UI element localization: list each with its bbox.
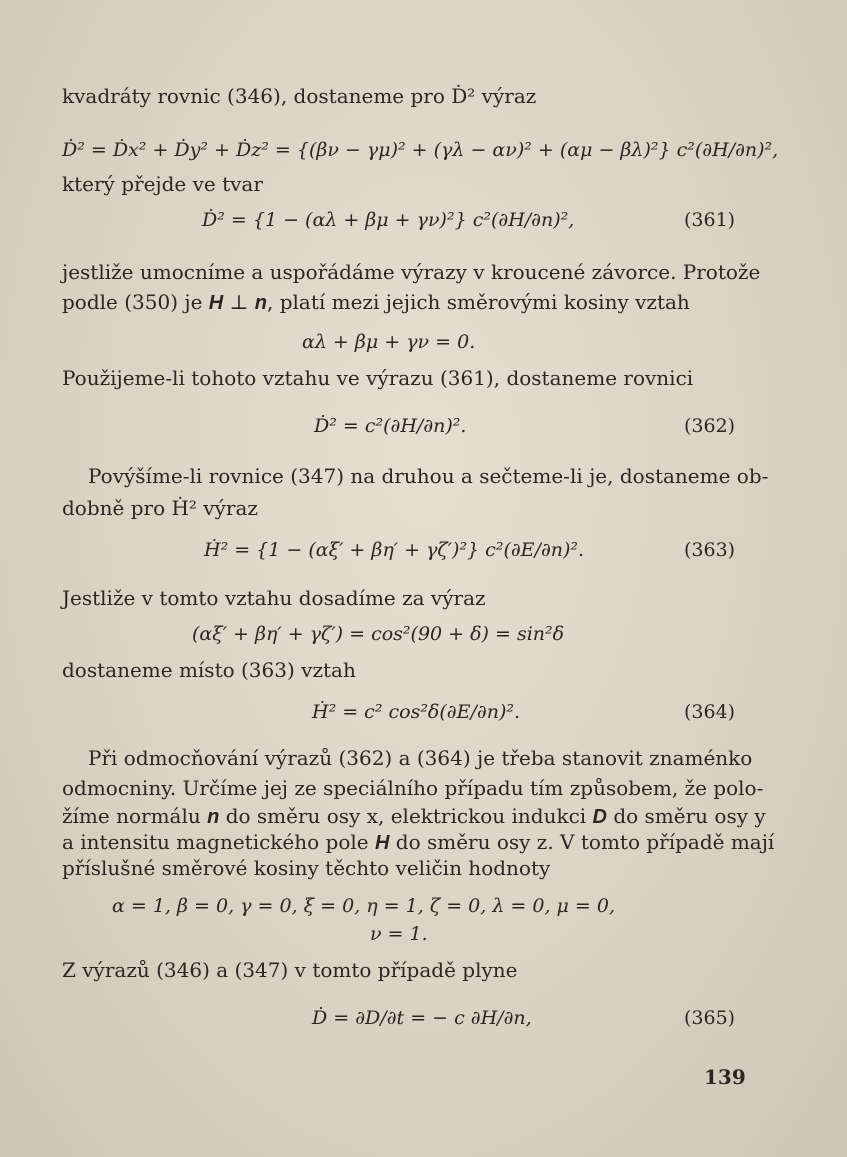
equation-361: Ḋ² = {1 − (αλ + βμ + γν)²} c²(∂H/∂n)², [202,209,575,231]
text-fragment: a intensitu magnetického pole [62,830,369,854]
equation-365: Ḋ = ∂D/∂t = − c ∂H/∂n, [312,1007,532,1029]
paragraph-line: dobně pro Ḣ² výraz [62,496,258,520]
equation-cosine-values-cont: ν = 1. [370,923,428,945]
equation-cosine-values: α = 1, β = 0, γ = 0, ξ = 0, η = 1, ζ = 0, λ = 0, μ = 0, [112,895,615,917]
equation-362: Ḋ² = c²(∂H/∂n)². [314,415,467,437]
paragraph-line: Použijeme-li tohoto vztahu ve výrazu (361), dostaneme rovnici [62,366,694,390]
paragraph-line: Při odmocňování výrazů (362) a (364) je třeba stanovit znaménko [88,746,753,770]
equation-363: Ḣ² = {1 − (αξ′ + βη′ + γζ′)²} c²(∂E/∂n)². [204,539,585,561]
perpendicular-symbol: ⊥ [223,290,255,314]
paragraph-line: Z výrazů (346) a (347) v tomto případě plyne [62,958,518,982]
text-fragment: , platí mezi jejich směrovými kosiny vztah [266,290,690,314]
vector-symbol-h: H [208,292,224,314]
text-fragment: podle (350) je [62,290,203,314]
equation-number-364: (364) [684,701,736,723]
equation-d-squared-components: Ḋ² = Ḋx² + Ḋy² + Ḋz² = {(βν − γμ)² + (γλ − αν)² + (αμ − βλ)²} c²(∂H/∂n)², [62,139,779,161]
vector-symbol-d: D [592,806,607,828]
paragraph-line: jestliže umocníme a uspořádáme výrazy v kroucené závorce. Protože [62,260,761,284]
equation-cosine-substitution: (αξ′ + βη′ + γζ′) = cos²(90 + δ) = sin²δ [192,623,565,645]
paragraph-line: dostaneme místo (363) vztah [62,658,356,682]
paragraph-line [62,804,766,829]
paragraph-line [62,830,774,855]
paragraph-line: Povýšíme-li rovnice (347) na druhou a sečteme-li je, dostaneme ob- [88,464,769,488]
equation-number-365: (365) [684,1007,736,1029]
equation-number-362: (362) [684,415,736,437]
text-fragment: do směru osy y [613,804,766,828]
vector-symbol-h: H [374,832,390,854]
text-fragment: žíme normálu [62,804,201,828]
text-fragment: do směru osy z. V tomto případě mají [395,830,775,854]
paragraph-line [62,290,690,315]
paragraph-line: který přejde ve tvar [62,172,263,196]
equation-number-361: (361) [684,209,736,231]
text-fragment: do směru osy x, elektrickou indukci [225,804,587,828]
paragraph-line: Jestliže v tomto vztahu dosadíme za výraz [62,586,486,610]
vector-symbol-n: n [207,806,220,828]
equation-364: Ḣ² = c² cos²δ(∂E/∂n)². [312,701,521,723]
page-number: 139 [704,1065,746,1089]
equation-direction-cosines: αλ + βμ + γν = 0. [302,331,476,353]
equation-number-363: (363) [684,539,736,561]
paragraph-line: příslušné směrové kosiny těchto veličin hodnoty [62,856,551,880]
paragraph-line: kvadráty rovnic (346), dostaneme pro Ḋ² výraz [62,84,537,108]
paragraph-line: odmocniny. Určíme jej ze speciálního případu tím způsobem, že polo- [62,776,764,800]
vector-symbol-n: n [254,292,267,314]
